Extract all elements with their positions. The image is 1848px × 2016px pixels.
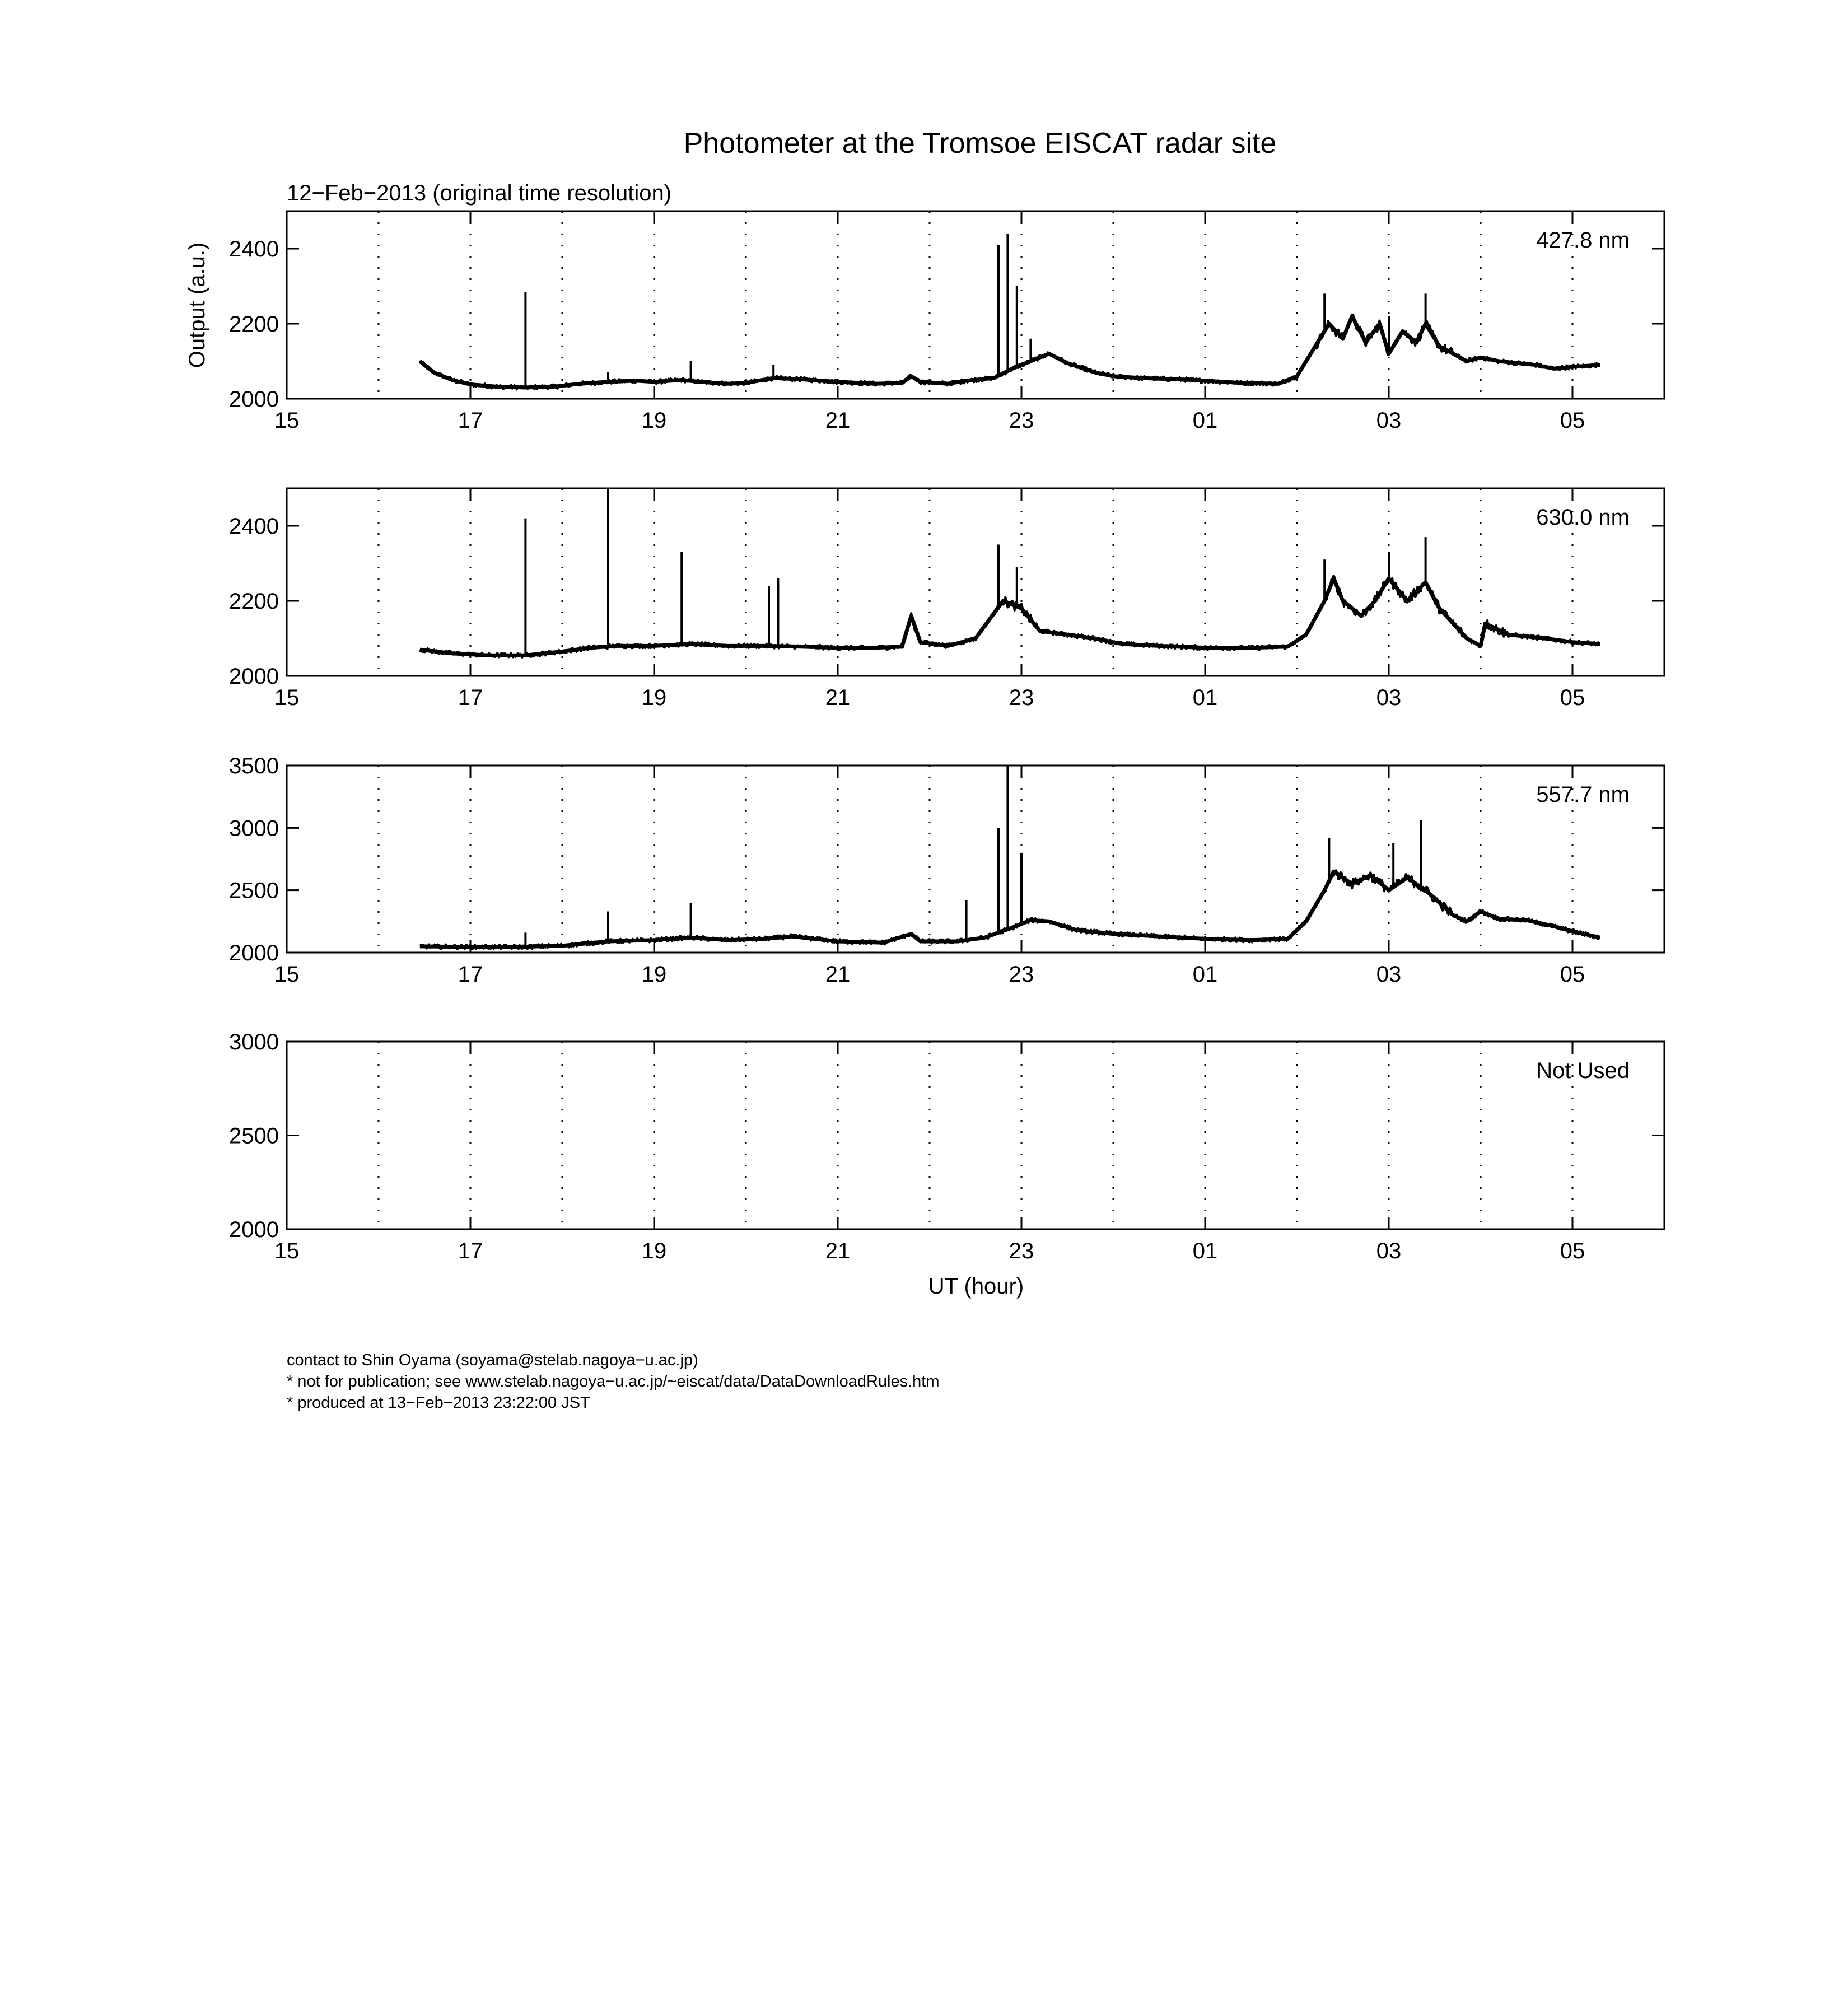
- x-tick-label: 21: [825, 408, 851, 433]
- x-tick-label: 05: [1560, 408, 1585, 433]
- panel-630-0-nm: [229, 488, 1664, 710]
- chart-subtitle: 12−Feb−2013 (original time resolution): [287, 181, 672, 206]
- trace-baseline-557-7-nm: [420, 871, 1600, 947]
- x-tick-label: 01: [1192, 962, 1218, 987]
- x-tick-label: 23: [1009, 1239, 1034, 1263]
- panels: [229, 211, 1664, 1263]
- x-tick-label: 19: [641, 962, 667, 987]
- trace-427-8-nm: [420, 315, 1599, 390]
- footer-notes: [287, 1350, 940, 1413]
- x-tick-label: 23: [1009, 685, 1034, 710]
- footer-publication-note: * not for publication; see www.stelab.nagoya−u.ac.jp/~eiscat/data/DataDownloadRules.htm: [287, 1373, 940, 1390]
- x-tick-label: 01: [1192, 408, 1218, 433]
- y-tick-label: 2000: [229, 387, 279, 412]
- y-tick-label: 2200: [229, 312, 279, 337]
- x-tick-label: 05: [1560, 685, 1585, 710]
- x-tick-label: 15: [274, 685, 300, 710]
- y-axis-label: Output (a.u.): [185, 242, 209, 368]
- x-tick-label: 15: [274, 962, 300, 987]
- x-tick-label: 03: [1376, 962, 1402, 987]
- y-tick-label: 2500: [229, 878, 279, 903]
- x-tick-label: 21: [825, 1239, 851, 1263]
- x-tick-label: 05: [1560, 962, 1585, 987]
- plot-frame: [287, 1042, 1664, 1229]
- plot-frame: [287, 488, 1664, 676]
- y-tick-label: 2400: [229, 237, 279, 262]
- y-tick-label: 3000: [229, 816, 279, 841]
- x-axis-label: UT (hour): [928, 1274, 1024, 1299]
- x-tick-label: 21: [825, 962, 851, 987]
- plot-frame: [287, 766, 1664, 953]
- x-tick-label: 17: [458, 685, 483, 710]
- x-tick-label: 05: [1560, 1239, 1585, 1263]
- x-tick-label: 23: [1009, 408, 1034, 433]
- panel-label: 427.8 nm: [1536, 228, 1630, 253]
- y-tick-label: 2000: [229, 1217, 279, 1242]
- x-tick-label: 23: [1009, 962, 1034, 987]
- chart-title: Photometer at the Tromsoe EISCAT radar site: [683, 127, 1277, 160]
- x-tick-label: 17: [458, 1239, 483, 1263]
- y-tick-label: 2000: [229, 664, 279, 689]
- x-tick-label: 03: [1376, 1239, 1402, 1263]
- y-tick-label: 2400: [229, 514, 279, 539]
- y-tick-label: 2500: [229, 1123, 279, 1149]
- y-tick-label: 3500: [229, 754, 279, 778]
- x-tick-label: 03: [1376, 685, 1402, 710]
- panel-557-7-nm: [229, 754, 1664, 987]
- x-tick-label: 01: [1192, 1239, 1218, 1263]
- x-tick-label: 03: [1376, 408, 1402, 433]
- plot-frame: [287, 211, 1664, 399]
- panel-label: 630.0 nm: [1536, 505, 1630, 530]
- footer-produced-note: * produced at 13−Feb−2013 23:22:00 JST: [287, 1394, 590, 1412]
- y-tick-label: 3000: [229, 1030, 279, 1054]
- y-tick-label: 2200: [229, 589, 279, 614]
- x-tick-label: 19: [641, 408, 667, 433]
- x-tick-label: 19: [641, 685, 667, 710]
- panel-label: Not Used: [1536, 1058, 1630, 1083]
- x-tick-label: 15: [274, 408, 300, 433]
- x-tick-label: 01: [1192, 685, 1218, 710]
- x-tick-label: 21: [825, 685, 851, 710]
- panel-not-used: [229, 1030, 1664, 1263]
- x-tick-label: 15: [274, 1239, 300, 1263]
- footer-contact: contact to Shin Oyama (soyama@stelab.nagoya−u.ac.jp): [287, 1351, 698, 1369]
- panel-427-8-nm: [229, 211, 1664, 433]
- x-tick-label: 17: [458, 962, 483, 987]
- x-tick-label: 17: [458, 408, 483, 433]
- panel-label: 557.7 nm: [1536, 782, 1630, 807]
- x-tick-label: 19: [641, 1239, 667, 1263]
- y-tick-label: 2000: [229, 941, 279, 965]
- trace-baseline-630-0-nm: [420, 578, 1600, 655]
- trace-baseline-427-8-nm: [420, 316, 1600, 388]
